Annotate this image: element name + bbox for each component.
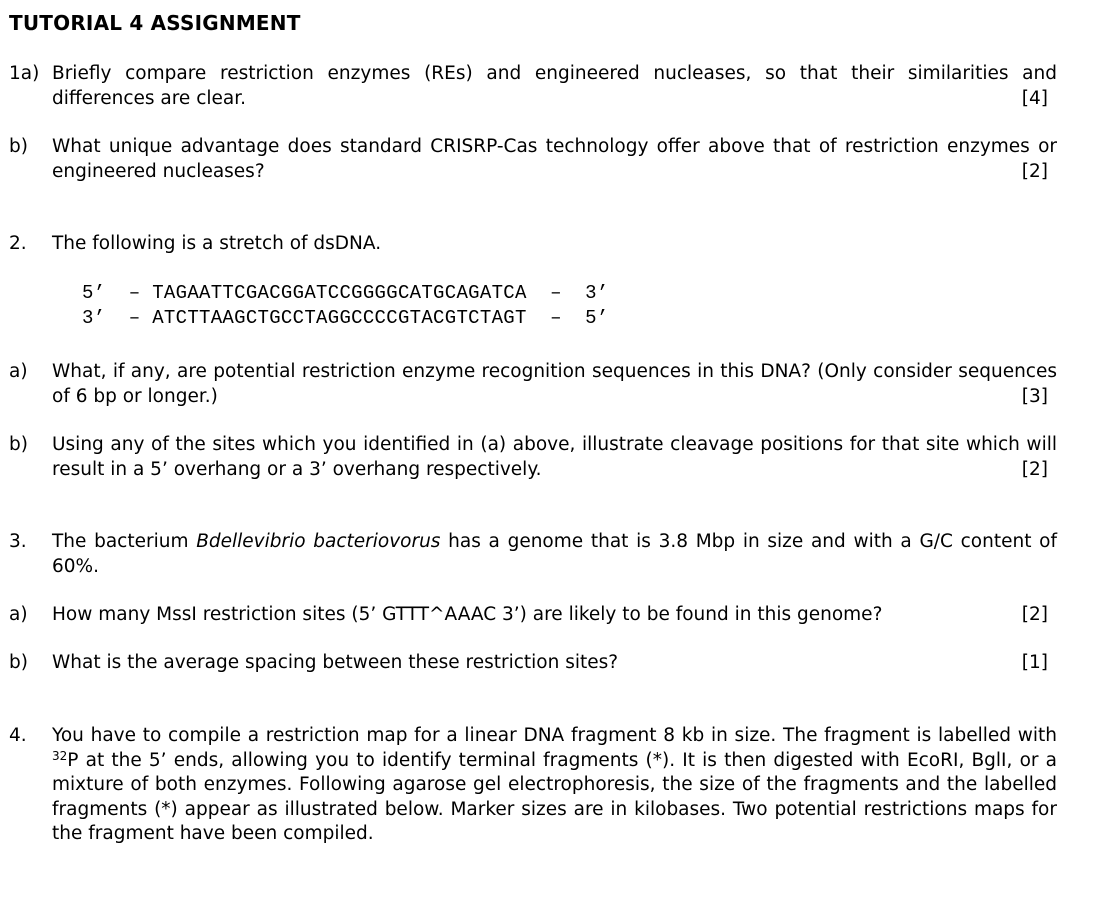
question-3a [9, 603, 1057, 628]
question-mark: [1] [1021, 652, 1048, 673]
question-text: What is the average spacing between these restriction sites? [52, 652, 619, 673]
question-mark: [4] [1021, 87, 1048, 109]
question-1b [9, 135, 1057, 184]
question-3b [9, 651, 1057, 676]
question-text: The following is a stretch of dsDNA. [52, 233, 382, 254]
question-mark: [2] [1021, 458, 1048, 480]
question-number: 2. [9, 233, 27, 254]
question-number: a) [9, 604, 28, 625]
question-2b [9, 433, 1057, 482]
question-number: 1a) [9, 63, 40, 84]
question-number: b) [9, 434, 28, 455]
question-mark: [2] [1021, 160, 1048, 182]
question-number: 4. [9, 725, 27, 746]
question-text: You have to compile a restriction map for a linear DNA fragment 8 kb in size. The fragment is labelled with $^{32}$P at the 5’ ends, allowing you to identify terminal fragments (*). It is then digested with EcoRI, BglI, or a mixture of both enzymes. Following agarose gel electrophoresis, the size of the fragments and the labelled fragments (*) appear as illustrated below. Marker sizes are in kilobases. Two potential restrictions maps for the fragment have been compiled. [52, 725, 1057, 844]
question-4 [9, 724, 1057, 847]
question-3 [9, 530, 1057, 579]
question-text: Using any of the sites which you identified in (a) above, illustrate cleavage positions for that site which will result in a 5’ overhang or a 3’ overhang respectively. [52, 434, 1057, 480]
species-name: Bdellevibrio bacteriovorus [196, 531, 441, 552]
question-mark: [2] [1021, 604, 1048, 625]
question-1a [9, 62, 1057, 111]
question-2a [9, 360, 1057, 409]
question-text: Briefly compare restriction enzymes (REs) and engineered nucleases, so that their similarities and differences are clear. [52, 63, 1057, 109]
question-2 [9, 232, 1057, 257]
question-text: What unique advantage does standard CRISRP-Cas technology offer above that of restriction enzymes or engineered nucleases? [52, 136, 1057, 182]
question-text: How many MssI restriction sites (5’ GTTT^AAAC 3’) are likely to be found in this genome? [52, 604, 883, 625]
question-text: What, if any, are potential restriction enzyme recognition sequences in this DNA? (Only consider sequences of 6 bp or longer.) [52, 361, 1057, 407]
question-number: b) [9, 652, 28, 673]
isotope-superscript: 32 [52, 748, 68, 763]
question-number: b) [9, 136, 28, 157]
question-number: 3. [9, 531, 27, 552]
question-mark: [3] [1021, 385, 1048, 407]
question-number: a) [9, 361, 28, 382]
dna-strand-top: 5’ – TAGAATTCGACGGATCCGGGGCATGCAGATCA – 3’ [82, 282, 609, 304]
page-title: TUTORIAL 4 ASSIGNMENT [9, 11, 301, 35]
dna-strand-bottom: 3’ – ATCTTAAGCTGCCTAGGCCCCGTACGTCTAGT – 5’ [82, 307, 609, 329]
question-text: The bacterium Bdellevibrio bacteriovorus has a genome that is 3.8 Mbp in size and with a G/C content of 60%. [52, 531, 1057, 577]
